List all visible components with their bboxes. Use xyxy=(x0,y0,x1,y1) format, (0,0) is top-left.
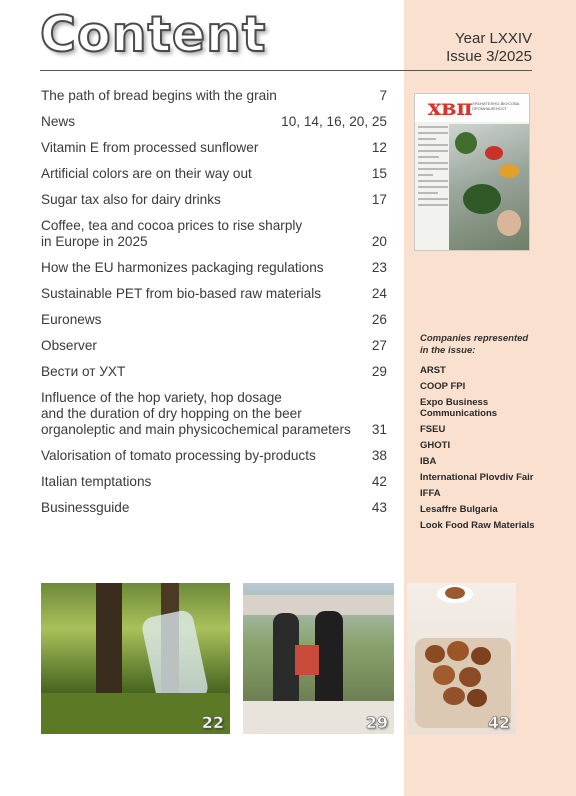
cover-subtitle: ХРАНИТЕЛНО-ВКУСОВА ПРОМИШЛЕНОСТ xyxy=(472,101,520,111)
company-item: ARST xyxy=(420,365,446,376)
person-icon xyxy=(315,611,343,706)
toc-title: Italian temptations xyxy=(41,474,152,489)
toc-item[interactable] xyxy=(41,338,387,354)
photo-page-number: 42 xyxy=(487,713,510,732)
toc-page: 38 xyxy=(371,448,387,463)
toc-page: 26 xyxy=(371,312,387,327)
toc-page: 10, 14, 16, 20, 25 xyxy=(281,114,387,129)
issue-label: Issue 3/2025 xyxy=(446,48,532,65)
companies-title: Companies represented in the issue: xyxy=(420,333,529,356)
toc-page: 29 xyxy=(371,364,387,379)
toc-page: 12 xyxy=(371,140,387,155)
photo-page-number: 22 xyxy=(201,713,224,732)
toc-item[interactable] xyxy=(41,364,387,380)
company-item: Lesaffre Bulgaria xyxy=(420,504,498,515)
cover-text-column xyxy=(418,126,448,246)
toc-title: How the EU harmonizes packaging regulations xyxy=(41,260,324,275)
toc-title: Valorisation of tomato processing by-products xyxy=(41,448,316,463)
toc-title: Sustainable PET from bio-based raw materials xyxy=(41,286,322,301)
company-item: FSEU xyxy=(420,424,446,435)
toc-item[interactable] xyxy=(41,114,387,130)
toc-page: 24 xyxy=(371,286,387,301)
toc-title: Sugar tax also for dairy drinks xyxy=(41,192,221,207)
toc-page: 20 xyxy=(371,234,387,249)
toc-title: Euronews xyxy=(41,312,102,327)
cover-logo: хвп xyxy=(428,95,473,121)
company-item: IFFA xyxy=(420,488,441,499)
toc-page: 42 xyxy=(371,474,387,489)
company-item: Expo Business Communications xyxy=(420,397,498,419)
toc-page: 43 xyxy=(371,500,387,515)
company-item: IBA xyxy=(420,456,437,467)
table-of-contents xyxy=(41,88,387,516)
toc-page: 31 xyxy=(371,422,387,437)
cover-photo xyxy=(449,124,529,250)
toc-item[interactable] xyxy=(41,474,387,490)
photo-pet-bottle[interactable] xyxy=(41,583,230,734)
toc-item[interactable] xyxy=(41,390,387,438)
toc-title: Influence of the hop variety, hop dosage and the duration of dry hopping on the beer organoleptic and main physicochemical parameters xyxy=(41,390,351,437)
toc-page: 7 xyxy=(379,88,387,103)
company-item: COOP FPI xyxy=(420,381,466,392)
toc-item[interactable] xyxy=(41,312,387,328)
toc-page: 15 xyxy=(371,166,387,181)
toc-page: 23 xyxy=(371,260,387,275)
toc-page: 17 xyxy=(371,192,387,207)
toc-item[interactable] xyxy=(41,88,387,104)
toc-title: News xyxy=(41,114,75,129)
toc-item[interactable] xyxy=(41,448,387,464)
toc-title: Artificial colors are on their way out xyxy=(41,166,252,181)
photo-pastries[interactable] xyxy=(407,583,516,734)
toc-title: Вести от УХТ xyxy=(41,364,126,379)
toc-title: Vitamin E from processed sunflower xyxy=(41,140,259,155)
toc-page: 27 xyxy=(371,338,387,353)
toc-title: Businessguide xyxy=(41,500,130,515)
photo-page-number: 29 xyxy=(365,713,388,732)
toc-item[interactable] xyxy=(41,500,387,516)
issue-info xyxy=(446,30,532,66)
toc-item[interactable] xyxy=(41,286,387,302)
toc-title: The path of bread begins with the grain xyxy=(41,88,277,103)
header-rule xyxy=(40,70,532,71)
toc-item[interactable] xyxy=(41,218,387,250)
company-item: International Plovdiv Fair xyxy=(420,472,534,483)
toc-title: Coffee, tea and cocoa prices to rise sharply in Europe in 2025 xyxy=(41,218,303,249)
year-label: Year LXXIV xyxy=(455,30,532,47)
company-item: Look Food Raw Materials xyxy=(420,520,535,531)
company-item: GHOTI xyxy=(420,440,451,451)
companies-box xyxy=(420,333,570,536)
page-title: Content xyxy=(40,6,267,63)
toc-title: Observer xyxy=(41,338,97,353)
toc-item[interactable] xyxy=(41,192,387,208)
toc-item[interactable] xyxy=(41,140,387,156)
photo-fair-visitors[interactable] xyxy=(243,583,394,734)
toc-item[interactable] xyxy=(41,166,387,182)
magazine-cover[interactable] xyxy=(414,93,530,251)
toc-item[interactable] xyxy=(41,260,387,276)
